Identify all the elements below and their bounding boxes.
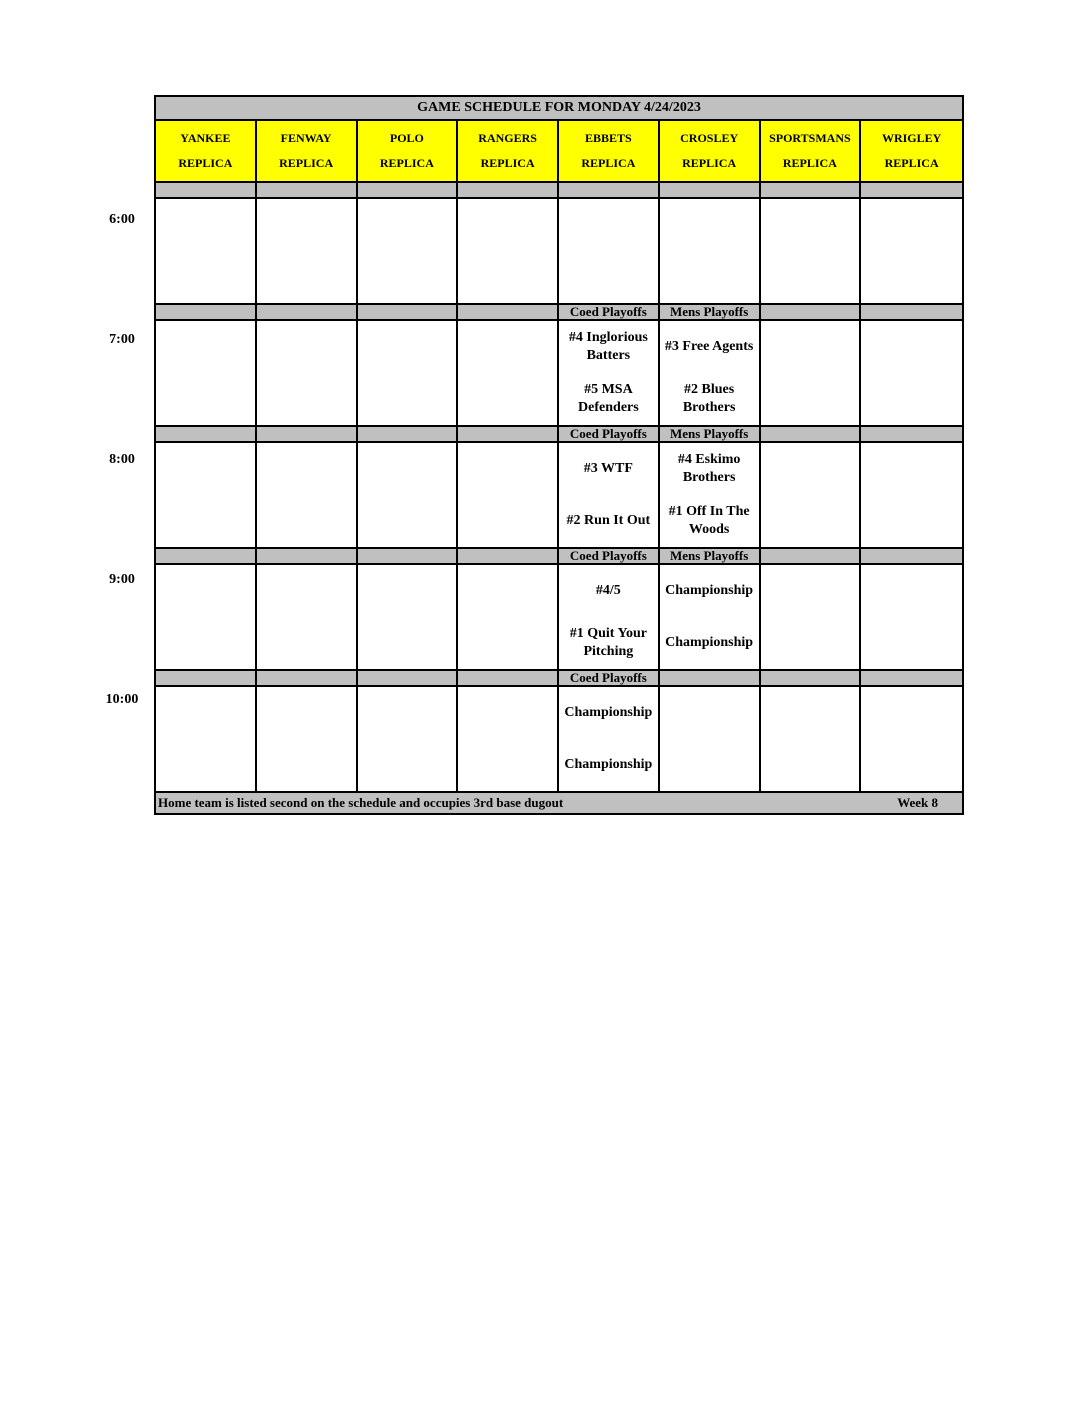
division-label: [156, 427, 257, 441]
home-team: [861, 495, 962, 547]
division-label: Mens Playoffs: [660, 305, 761, 319]
home-team: [156, 495, 255, 547]
division-label: [156, 671, 257, 685]
division-label: [761, 183, 862, 197]
away-team: [156, 565, 255, 617]
away-team: [458, 199, 557, 251]
schedule-table: [154, 95, 964, 815]
away-team: [358, 565, 457, 617]
division-label: [458, 183, 559, 197]
game-cell: [761, 565, 862, 669]
away-team: [559, 199, 658, 251]
away-team: Championship: [564, 705, 653, 720]
away-team: [660, 199, 759, 251]
game-cell: [358, 443, 459, 547]
home-team: [861, 251, 962, 303]
home-team: [156, 251, 255, 303]
game-cell: [257, 687, 358, 791]
time-slot-row: [156, 199, 962, 305]
game-cell: [458, 565, 559, 669]
game-cell: [156, 199, 257, 303]
field-sub: REPLICA: [682, 156, 737, 170]
time-slot-row: [156, 321, 962, 427]
game-cell: [761, 443, 862, 547]
game-cell: [358, 687, 459, 791]
home-team: [458, 617, 557, 669]
time-slot-row: [156, 443, 962, 549]
division-label: [761, 305, 862, 319]
game-cell: [660, 443, 761, 547]
division-label: [861, 305, 962, 319]
division-label: [861, 549, 962, 563]
field-sub: REPLICA: [884, 156, 939, 170]
division-label: [257, 305, 358, 319]
division-label: [257, 671, 358, 685]
game-cell: [861, 565, 962, 669]
away-team: #3 WTF: [583, 461, 633, 476]
away-team: #3 Free Agents: [664, 339, 754, 354]
home-team: Championship: [665, 635, 754, 650]
division-label: [156, 183, 257, 197]
game-cell: [358, 565, 459, 669]
away-team: #4 Eskimo Brothers: [677, 452, 741, 485]
game-cell: [358, 321, 459, 425]
home-team: #2 Run It Out: [566, 513, 651, 528]
division-label: Mens Playoffs: [660, 427, 761, 441]
home-team: [358, 495, 457, 547]
time-label: 7:00: [109, 332, 135, 347]
division-label: [257, 427, 358, 441]
game-cell: [559, 199, 660, 303]
game-cell: [458, 687, 559, 791]
field-name: EBBETS: [585, 131, 632, 145]
division-row: [156, 305, 962, 321]
division-label: [358, 549, 459, 563]
time-label: 6:00: [109, 212, 135, 227]
field-name: POLO: [389, 131, 424, 145]
away-team: [257, 565, 356, 617]
division-label: [660, 671, 761, 685]
footer-note: Home team is listed second on the schedule and occupies 3rd base dugout: [158, 795, 564, 810]
home-team: #1 Off In The Woods: [668, 504, 750, 537]
division-row: [156, 549, 962, 565]
game-cell: [156, 443, 257, 547]
division-row: [156, 671, 962, 687]
home-team: [861, 617, 962, 669]
division-label: [458, 427, 559, 441]
home-team: #5 MSA Defenders: [578, 382, 639, 415]
away-team: [761, 687, 860, 739]
field-header-row: [156, 121, 962, 183]
field-name: CROSLEY: [680, 131, 739, 145]
away-team: [257, 443, 356, 495]
field-name: RANGERS: [478, 131, 537, 145]
division-label: Coed Playoffs: [559, 671, 660, 685]
away-team: [257, 321, 356, 373]
game-cell: [257, 443, 358, 547]
field-sub: REPLICA: [581, 156, 636, 170]
away-team: [358, 687, 457, 739]
division-label: [358, 671, 459, 685]
division-label: [761, 549, 862, 563]
week-label: Week 8: [897, 795, 938, 810]
home-team: [761, 495, 860, 547]
field-header-polo: [358, 121, 459, 181]
field-sub: REPLICA: [379, 156, 434, 170]
division-label: [761, 671, 862, 685]
division-label: Coed Playoffs: [559, 427, 660, 441]
field-sub: REPLICA: [178, 156, 233, 170]
field-name: FENWAY: [280, 131, 332, 145]
time-slots: [156, 183, 962, 793]
division-label: [257, 549, 358, 563]
home-team: [660, 251, 759, 303]
home-team: [861, 373, 962, 425]
division-label: [861, 427, 962, 441]
game-cell: [559, 443, 660, 547]
division-label: [156, 549, 257, 563]
away-team: Championship: [665, 583, 754, 598]
away-team: [660, 687, 759, 739]
away-team: [458, 321, 557, 373]
away-team: #4/5: [595, 583, 621, 598]
field-name: SPORTSMANS: [769, 131, 851, 145]
time-label: 8:00: [109, 452, 135, 467]
game-cell: [358, 199, 459, 303]
away-team: [458, 443, 557, 495]
home-team: [458, 251, 557, 303]
field-name: WRIGLEY: [881, 131, 942, 145]
away-team: [861, 565, 962, 617]
division-label: [660, 183, 761, 197]
field-name: YANKEE: [180, 131, 231, 145]
game-cell: [660, 687, 761, 791]
away-team: [861, 443, 962, 495]
division-row: [156, 427, 962, 443]
home-team: [761, 617, 860, 669]
game-cell: [257, 321, 358, 425]
division-label: [861, 671, 962, 685]
home-team: [358, 251, 457, 303]
division-label: [458, 305, 559, 319]
home-team: [458, 495, 557, 547]
home-team: [458, 739, 557, 791]
home-team: [257, 739, 356, 791]
away-team: [458, 565, 557, 617]
field-sub: REPLICA: [782, 156, 837, 170]
game-cell: [156, 321, 257, 425]
away-team: [156, 321, 255, 373]
field-header-rangers: [458, 121, 559, 181]
home-team: [257, 373, 356, 425]
home-team: [861, 739, 962, 791]
away-team: [861, 199, 962, 251]
game-cell: [156, 565, 257, 669]
field-sub: REPLICA: [480, 156, 535, 170]
division-label: [458, 549, 559, 563]
away-team: [861, 321, 962, 373]
field-header-wrigley: [861, 121, 962, 181]
away-team: [358, 199, 457, 251]
home-team: #2 Blues Brothers: [682, 382, 736, 415]
division-label: [559, 183, 660, 197]
game-cell: [861, 199, 962, 303]
game-cell: [458, 443, 559, 547]
division-label: Coed Playoffs: [559, 549, 660, 563]
game-cell: [660, 321, 761, 425]
home-team: [761, 739, 860, 791]
division-label: [358, 305, 459, 319]
away-team: [761, 199, 860, 251]
footer-bar: [156, 793, 962, 813]
time-slot-row: [156, 687, 962, 793]
game-cell: [761, 321, 862, 425]
away-team: [156, 687, 255, 739]
game-cell: [660, 199, 761, 303]
home-team: [156, 739, 255, 791]
game-cell: [257, 565, 358, 669]
home-team: [257, 495, 356, 547]
division-label: [458, 671, 559, 685]
home-team: Championship: [564, 757, 653, 772]
game-cell: [458, 199, 559, 303]
away-team: [358, 443, 457, 495]
division-label: [358, 183, 459, 197]
division-label: Mens Playoffs: [660, 549, 761, 563]
division-label: [358, 427, 459, 441]
away-team: [761, 443, 860, 495]
game-cell: [458, 321, 559, 425]
home-team: [156, 373, 255, 425]
division-label: [861, 183, 962, 197]
home-team: [156, 617, 255, 669]
division-label: [257, 183, 358, 197]
home-team: [257, 251, 356, 303]
home-team: #1 Quit Your Pitching: [569, 626, 648, 659]
away-team: [257, 687, 356, 739]
division-label: [156, 305, 257, 319]
field-header-fenway: [257, 121, 358, 181]
away-team: [257, 199, 356, 251]
division-row: [156, 183, 962, 199]
game-cell: [559, 565, 660, 669]
home-team: [358, 617, 457, 669]
field-sub: REPLICA: [279, 156, 334, 170]
away-team: [761, 565, 860, 617]
field-header-sportsmans: [761, 121, 862, 181]
home-team: [358, 373, 457, 425]
game-cell: [861, 321, 962, 425]
game-cell: [761, 199, 862, 303]
home-team: [761, 373, 860, 425]
away-team: [761, 321, 860, 373]
away-team: #4 Inglorious Batters: [568, 330, 648, 363]
time-slot-row: [156, 565, 962, 671]
home-team: [761, 251, 860, 303]
division-label: [761, 427, 862, 441]
home-team: [458, 373, 557, 425]
home-team: [358, 739, 457, 791]
game-cell: [559, 687, 660, 791]
away-team: [358, 321, 457, 373]
field-header-crosley: [660, 121, 761, 181]
home-team: [660, 739, 759, 791]
away-team: [156, 443, 255, 495]
away-team: [458, 687, 557, 739]
field-header-yankee: [156, 121, 257, 181]
field-header-ebbets: [559, 121, 660, 181]
schedule-title: GAME SCHEDULE FOR MONDAY 4/24/2023: [156, 97, 962, 121]
game-cell: [861, 443, 962, 547]
time-label: 10:00: [105, 692, 139, 707]
game-cell: [257, 199, 358, 303]
home-team: [559, 251, 658, 303]
game-cell: [559, 321, 660, 425]
away-team: [861, 687, 962, 739]
game-cell: [761, 687, 862, 791]
home-team: [257, 617, 356, 669]
game-cell: [660, 565, 761, 669]
away-team: [156, 199, 255, 251]
game-cell: [156, 687, 257, 791]
division-label: Coed Playoffs: [559, 305, 660, 319]
time-label: 9:00: [109, 572, 135, 587]
game-cell: [861, 687, 962, 791]
